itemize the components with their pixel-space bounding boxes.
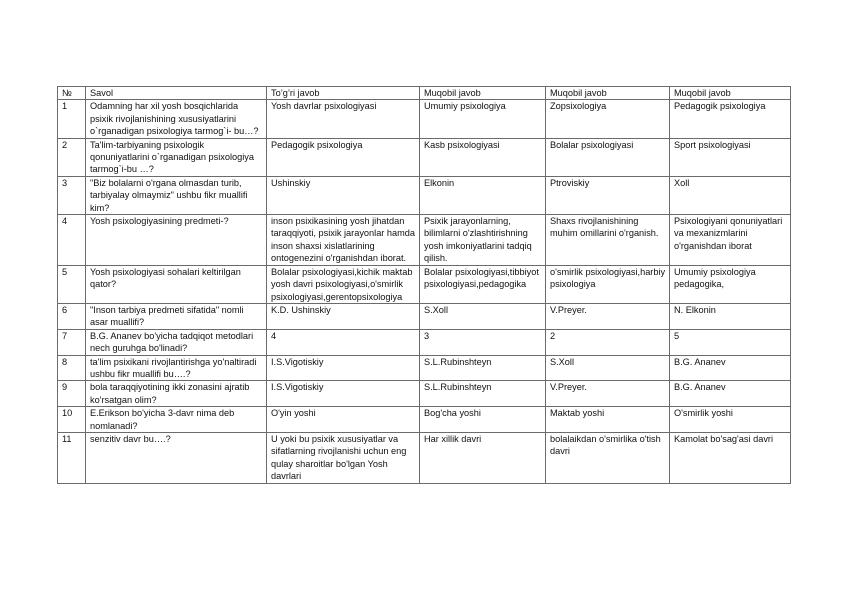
- question-cell: Yosh psixologiyasining predmeti-?: [86, 215, 267, 266]
- alternative-answer-1-cell: Bog'cha yoshi: [420, 407, 546, 433]
- question-cell: senzitiv davr bu….?: [86, 432, 267, 483]
- header-alternative-answer-1: Muqobil javob: [420, 87, 546, 100]
- table-row: [58, 138, 791, 176]
- table-row: [58, 303, 791, 329]
- question-cell: B.G. Ananev bo'yicha tadqiqot metodlari nech guruhga bo'linadi?: [86, 329, 267, 355]
- correct-answer-cell: O'yin yoshi: [267, 407, 420, 433]
- quiz-table: [57, 86, 791, 484]
- alternative-answer-1-cell: Bolalar psixologiyasi,tibbiyot psixologiyasi,pedagogika: [420, 265, 546, 303]
- header-row: [58, 87, 791, 100]
- alternative-answer-1-cell: Umumiy psixologiya: [420, 100, 546, 138]
- row-number: 1: [58, 100, 86, 138]
- alternative-answer-1-cell: Har xillik davri: [420, 432, 546, 483]
- row-number: 9: [58, 381, 86, 407]
- alternative-answer-3-cell: 5: [670, 329, 791, 355]
- row-number: 5: [58, 265, 86, 303]
- row-number: 4: [58, 215, 86, 266]
- alternative-answer-2-cell: Zopsixologiya: [546, 100, 670, 138]
- header-alternative-answer-3: Muqobil javob: [670, 87, 791, 100]
- alternative-answer-3-cell: B.G. Ananev: [670, 355, 791, 381]
- correct-answer-cell: Pedagogik psixologiya: [267, 138, 420, 176]
- table-row: [58, 432, 791, 483]
- correct-answer-cell: I.S.Vigotiskiy: [267, 355, 420, 381]
- table-row: [58, 329, 791, 355]
- alternative-answer-1-cell: S.L.Rubinshteyn: [420, 355, 546, 381]
- table-row: [58, 215, 791, 266]
- quiz-table-body: [58, 87, 791, 484]
- alternative-answer-3-cell: Psixologiyani qonuniyatlari va mexanizmlarini o'rganishdan iborat: [670, 215, 791, 266]
- alternative-answer-1-cell: S.L.Rubinshteyn: [420, 381, 546, 407]
- question-cell: bola taraqqiyotining ikki zonasini ajratib ko'rsatgan olim?: [86, 381, 267, 407]
- question-cell: ta'lim psixikani rivojlantirishga yo'naltiradi ushbu fikr muallifi bu….?: [86, 355, 267, 381]
- question-cell: "Biz bolalarni o'rgana olmasdan turib, tarbiyalay olmaymiz" ushbu fikr muallifi kim?: [86, 176, 267, 214]
- correct-answer-cell: inson psixikasining yosh jihatdan taraqqiyoti, psixik jarayonlar hamda inson shaxsi xislatlarining ontogenezini o'rganishdan iborat.: [267, 215, 420, 266]
- correct-answer-cell: Yosh davrlar psixologiyasi: [267, 100, 420, 138]
- alternative-answer-2-cell: S.Xoll: [546, 355, 670, 381]
- alternative-answer-2-cell: Maktab yoshi: [546, 407, 670, 433]
- alternative-answer-2-cell: V.Preyer.: [546, 381, 670, 407]
- alternative-answer-2-cell: bolalaikdan o'smirlika o'tish davri: [546, 432, 670, 483]
- header-number: №: [58, 87, 86, 100]
- alternative-answer-3-cell: Kamolat bo'sag'asi davri: [670, 432, 791, 483]
- row-number: 7: [58, 329, 86, 355]
- correct-answer-cell: I.S.Vigotiskiy: [267, 381, 420, 407]
- alternative-answer-2-cell: Shaxs rivojlanishining muhim omillarini o'rganish.: [546, 215, 670, 266]
- correct-answer-cell: K.D. Ushinskiy: [267, 303, 420, 329]
- alternative-answer-3-cell: O'smirlik yoshi: [670, 407, 791, 433]
- alternative-answer-2-cell: o'smirlik psixologiyasi,harbiy psixologiya: [546, 265, 670, 303]
- header-alternative-answer-2: Muqobil javob: [546, 87, 670, 100]
- question-cell: Ta'lim-tarbiyaning psixologik qonuniyatlarini o`rganadigan psixologiya tarmog`i-bu …?: [86, 138, 267, 176]
- question-cell: Odamning har xil yosh bosqichlarida psixik rivojlanishining xususiyatlarini o`rganadigan psixologiya tarmog`i- bu…?: [86, 100, 267, 138]
- question-cell: "Inson tarbiya predmeti sifatida" nomli asar muallifi?: [86, 303, 267, 329]
- alternative-answer-1-cell: Kasb psixologiyasi: [420, 138, 546, 176]
- alternative-answer-2-cell: Bolalar psixologiyasi: [546, 138, 670, 176]
- alternative-answer-3-cell: Umumiy psixologiya pedagogika,: [670, 265, 791, 303]
- alternative-answer-1-cell: Psixik jarayonlarning, bilimlarni o'zlashtirishning yosh imkoniyatlarini tadqiq qilish.: [420, 215, 546, 266]
- correct-answer-cell: Ushinskiy: [267, 176, 420, 214]
- correct-answer-cell: U yoki bu psixik xususiyatlar va sifatlarning rivojlanishi uchun eng qulay sharoitlar bo'lgan Yosh davrlari: [267, 432, 420, 483]
- alternative-answer-2-cell: Ptroviskiy: [546, 176, 670, 214]
- alternative-answer-3-cell: B.G. Ananev: [670, 381, 791, 407]
- alternative-answer-3-cell: Sport psixologiyasi: [670, 138, 791, 176]
- alternative-answer-3-cell: Pedagogik psixologiya: [670, 100, 791, 138]
- correct-answer-cell: Bolalar psixologiyasi,kichik maktab yosh davri psixologiyasi,o'smirlik psixologiyasi,gerentopsixologiya: [267, 265, 420, 303]
- row-number: 2: [58, 138, 86, 176]
- row-number: 10: [58, 407, 86, 433]
- row-number: 11: [58, 432, 86, 483]
- question-cell: Yosh psixologiyasi sohalari keltirilgan qator?: [86, 265, 267, 303]
- row-number: 8: [58, 355, 86, 381]
- row-number: 3: [58, 176, 86, 214]
- alternative-answer-2-cell: 2: [546, 329, 670, 355]
- table-row: [58, 407, 791, 433]
- question-cell: E.Erikson bo'yicha 3-davr nima deb nomlanadi?: [86, 407, 267, 433]
- table-row: [58, 176, 791, 214]
- alternative-answer-3-cell: Xoll: [670, 176, 791, 214]
- header-question: Savol: [86, 87, 267, 100]
- alternative-answer-2-cell: V.Preyer.: [546, 303, 670, 329]
- table-row: [58, 355, 791, 381]
- row-number: 6: [58, 303, 86, 329]
- table-row: [58, 100, 791, 138]
- alternative-answer-3-cell: N. Elkonin: [670, 303, 791, 329]
- table-row: [58, 265, 791, 303]
- header-correct-answer: To’g’ri javob: [267, 87, 420, 100]
- alternative-answer-1-cell: Elkonin: [420, 176, 546, 214]
- alternative-answer-1-cell: S.Xoll: [420, 303, 546, 329]
- table-row: [58, 381, 791, 407]
- alternative-answer-1-cell: 3: [420, 329, 546, 355]
- correct-answer-cell: 4: [267, 329, 420, 355]
